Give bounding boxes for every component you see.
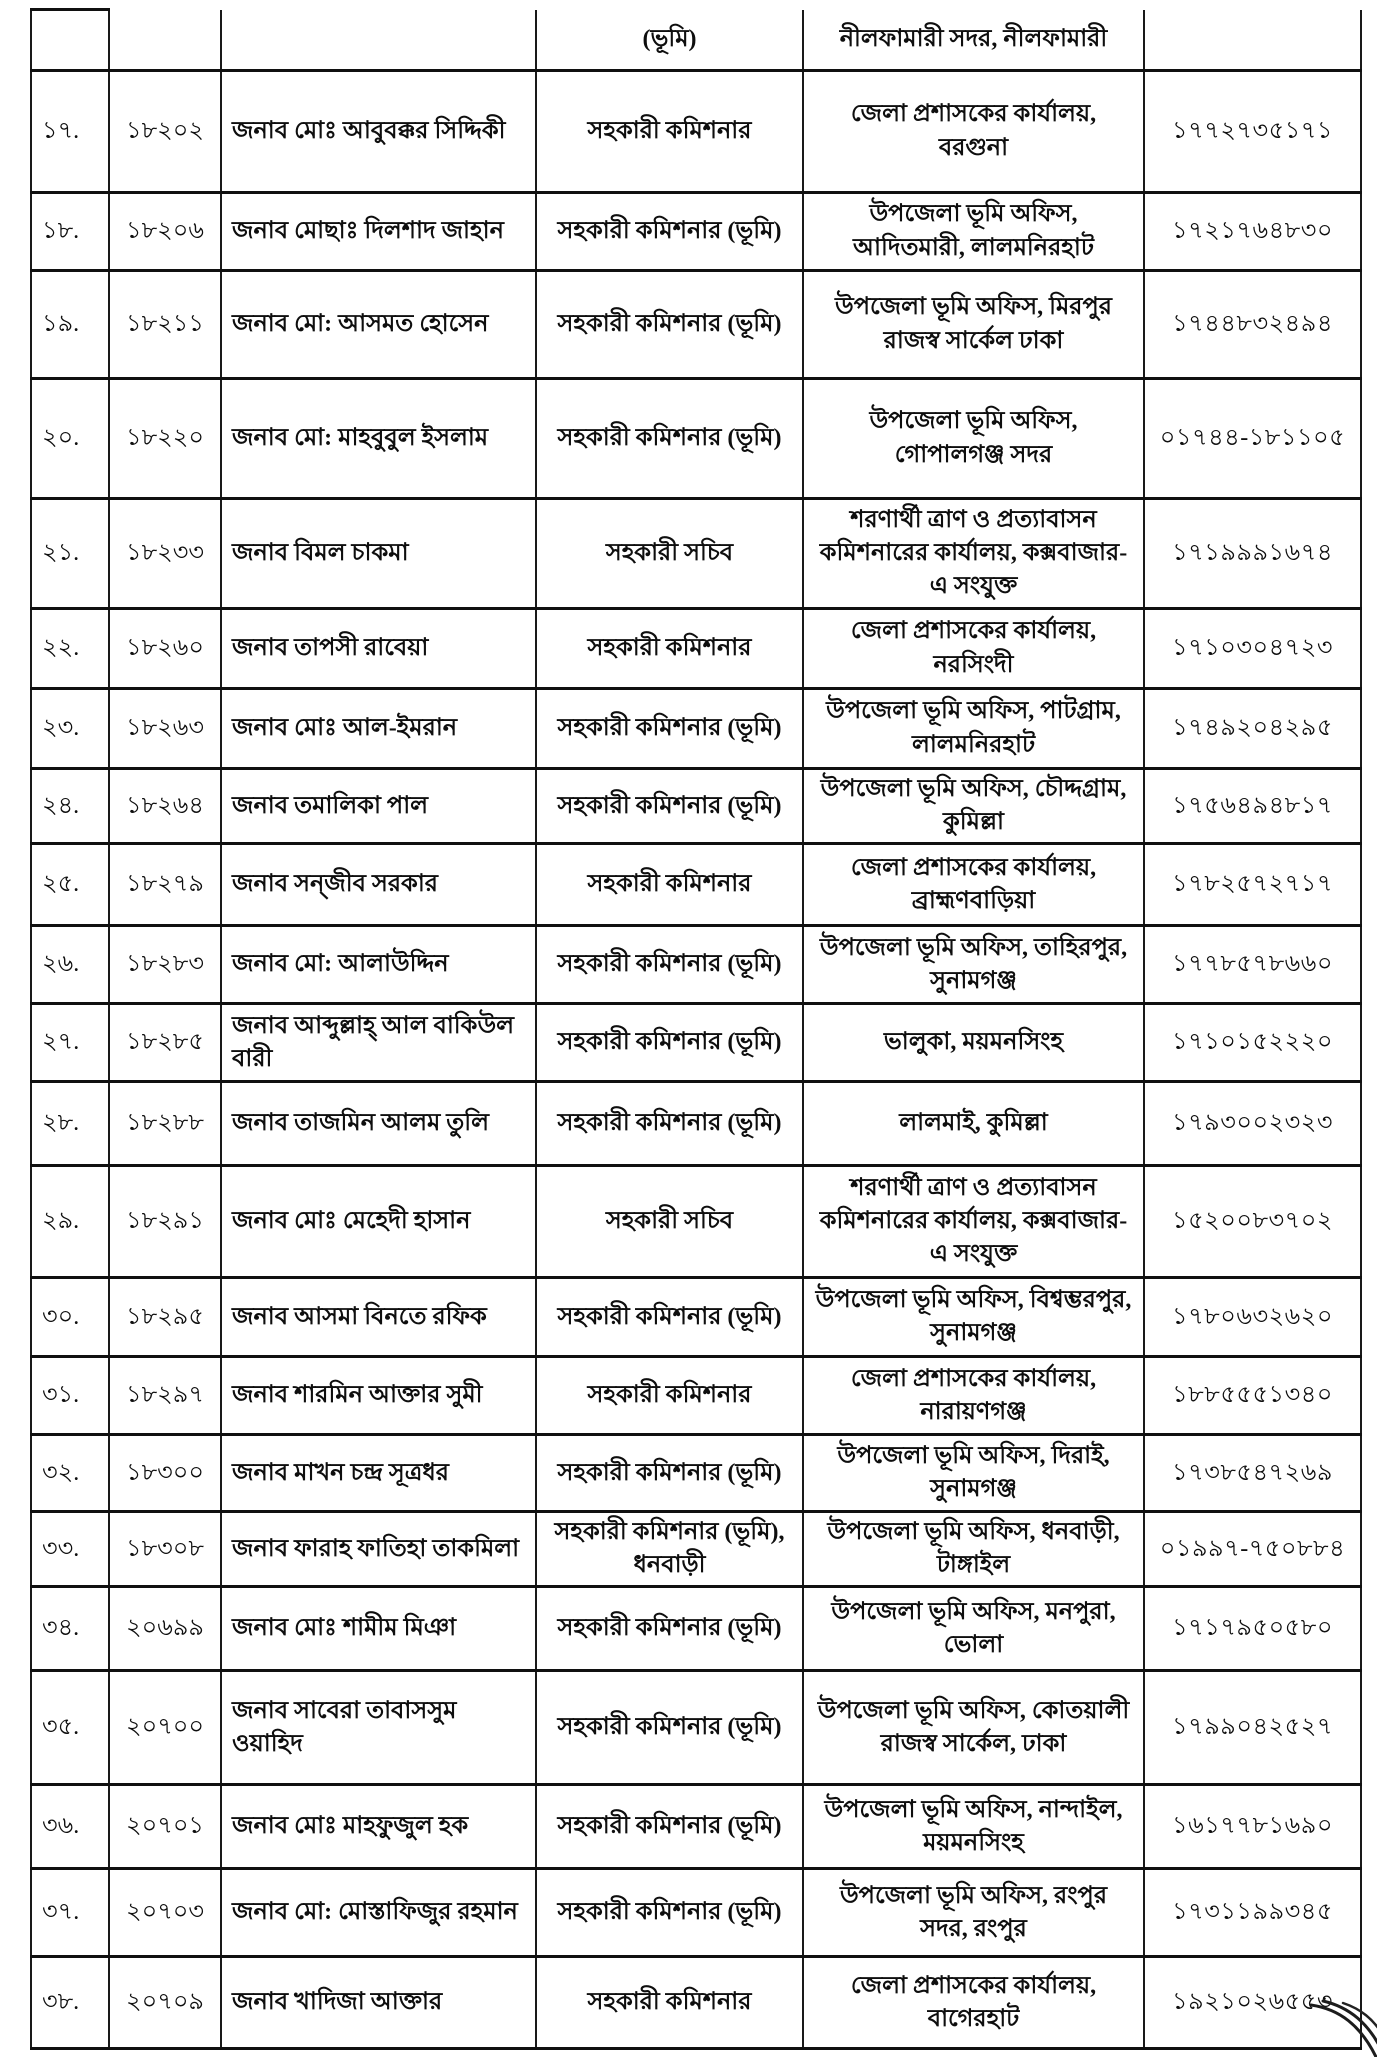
- id-cell: ২০৭০৯: [109, 1957, 221, 2049]
- name-cell: জনাব ফারাহ ফাতিহা তাকমিলা: [221, 1512, 536, 1587]
- office-cell: উপজেলা ভূমি অফিস, বিশ্বম্ভরপুর, সুনামগঞ্জ: [803, 1278, 1144, 1357]
- office-cell: উপজেলা ভূমি অফিস, ধনবাড়ী, টাঙ্গাইল: [803, 1512, 1144, 1587]
- serial-cell: ২২.: [31, 609, 109, 689]
- name-cell: জনাব আব্দুল্লাহ্ আল বাকিউল বারী: [221, 1004, 536, 1082]
- serial-cell: ৩৪.: [31, 1587, 109, 1671]
- serial-cell: ৩৭.: [31, 1869, 109, 1957]
- serial-cell: ২৮.: [31, 1082, 109, 1166]
- name-cell: জনাব মো: মোস্তাফিজুর রহমান: [221, 1869, 536, 1957]
- office-cell: জেলা প্রশাসকের কার্যালয়, নরসিংদী: [803, 609, 1144, 689]
- serial-cell: ২৭.: [31, 1004, 109, 1082]
- table-row: [31, 193, 1361, 271]
- table-row: [31, 769, 1361, 844]
- table-row: [31, 1082, 1361, 1166]
- serial-cell: [31, 10, 109, 71]
- phone-cell: ০১৯৯৭-৭৫০৮৮৪: [1144, 1512, 1361, 1587]
- office-cell: শরণার্থী ত্রাণ ও প্রত্যাবাসন কমিশনারের কার্যালয়, কক্সবাজার-এ সংযুক্ত: [803, 499, 1144, 609]
- id-cell: ২০৭০১: [109, 1785, 221, 1869]
- name-cell: জনাব তাপসী রাবেয়া: [221, 609, 536, 689]
- office-cell: শরণার্থী ত্রাণ ও প্রত্যাবাসন কমিশনারের কার্যালয়, কক্সবাজার-এ সংযুক্ত: [803, 1166, 1144, 1278]
- phone-cell: ১৭২১৭৬৪৮৩০: [1144, 193, 1361, 271]
- name-cell: জনাব আসমা বিনতে রফিক: [221, 1278, 536, 1357]
- designation-cell: সহকারী সচিব: [536, 499, 803, 609]
- office-cell: জেলা প্রশাসকের কার্যালয়, বরগুনা: [803, 71, 1144, 193]
- phone-cell: ১৯২১০২৬৫৫৩: [1144, 1957, 1361, 2049]
- office-cell: জেলা প্রশাসকের কার্যালয়, নারায়ণগঞ্জ: [803, 1357, 1144, 1435]
- table-row: [31, 1166, 1361, 1278]
- designation-cell: সহকারী কমিশনার (ভূমি): [536, 1004, 803, 1082]
- officer-list-table: [30, 8, 1362, 2050]
- name-cell: জনাব বিমল চাকমা: [221, 499, 536, 609]
- phone-cell: ১৭৪৪৮৩২৪৯৪: [1144, 271, 1361, 379]
- designation-cell: সহকারী কমিশনার (ভূমি), ধনবাড়ী: [536, 1512, 803, 1587]
- table-row: [31, 1278, 1361, 1357]
- designation-cell: সহকারী কমিশনার (ভূমি): [536, 769, 803, 844]
- office-cell: উপজেলা ভূমি অফিস, তাহিরপুর, সুনামগঞ্জ: [803, 926, 1144, 1004]
- office-cell: উপজেলা ভূমি অফিস, মিরপুর রাজস্ব সার্কেল ঢাকা: [803, 271, 1144, 379]
- phone-cell: ১৭৮২৫৭২৭১৭: [1144, 844, 1361, 926]
- designation-cell: সহকারী কমিশনার (ভূমি): [536, 1435, 803, 1512]
- id-cell: ১৮২২০: [109, 379, 221, 499]
- serial-cell: ২০.: [31, 379, 109, 499]
- table-row: [31, 1957, 1361, 2049]
- serial-cell: ৩৮.: [31, 1957, 109, 2049]
- id-cell: ১৮২৩৩: [109, 499, 221, 609]
- name-cell: জনাব মাখন চন্দ্র সূত্রধর: [221, 1435, 536, 1512]
- designation-cell: সহকারী কমিশনার (ভূমি): [536, 1587, 803, 1671]
- table-row: [31, 1357, 1361, 1435]
- phone-cell: ১৭৭৮৫৭৮৬৬০: [1144, 926, 1361, 1004]
- id-cell: ১৮২৬৩: [109, 689, 221, 769]
- office-cell: লালমাই, কুমিল্লা: [803, 1082, 1144, 1166]
- name-cell: জনাব সন্‌জীব সরকার: [221, 844, 536, 926]
- name-cell: জনাব তমালিকা পাল: [221, 769, 536, 844]
- designation-cell: সহকারী কমিশনার: [536, 609, 803, 689]
- designation-cell: সহকারী কমিশনার (ভূমি): [536, 689, 803, 769]
- id-cell: ১৮২০২: [109, 71, 221, 193]
- designation-cell: সহকারী কমিশনার (ভূমি): [536, 1278, 803, 1357]
- phone-cell: ১৮৮৫৫৫১৩৪০: [1144, 1357, 1361, 1435]
- serial-cell: ৩৬.: [31, 1785, 109, 1869]
- designation-cell: সহকারী কমিশনার (ভূমি): [536, 1671, 803, 1785]
- id-cell: ২০৭০০: [109, 1671, 221, 1785]
- table-row: [31, 499, 1361, 609]
- serial-cell: ৩৩.: [31, 1512, 109, 1587]
- id-cell: ১৮২৬০: [109, 609, 221, 689]
- office-cell: উপজেলা ভূমি অফিস, পাটগ্রাম, লালমনিরহাট: [803, 689, 1144, 769]
- table-row: [31, 689, 1361, 769]
- name-cell: জনাব মোঃ আবুবক্কর সিদ্দিকী: [221, 71, 536, 193]
- name-cell: জনাব মো: আলাউদ্দিন: [221, 926, 536, 1004]
- table-row-carryover: [31, 10, 1361, 71]
- phone-cell: ১৭৩৮৫৪৭২৬৯: [1144, 1435, 1361, 1512]
- table-row: [31, 1869, 1361, 1957]
- designation-cell: সহকারী সচিব: [536, 1166, 803, 1278]
- phone-cell: ১৭৯৩০০২৩২৩: [1144, 1082, 1361, 1166]
- name-cell: জনাব মোছাঃ দিলশাদ জাহান: [221, 193, 536, 271]
- designation-cell: সহকারী কমিশনার (ভূমি): [536, 1785, 803, 1869]
- office-cell: উপজেলা ভূমি অফিস, আদিতমারী, লালমনিরহাট: [803, 193, 1144, 271]
- phone-cell: ১৭৯৯০৪২৫২৭: [1144, 1671, 1361, 1785]
- id-cell: ২০৬৯৯: [109, 1587, 221, 1671]
- designation-cell: সহকারী কমিশনার (ভূমি): [536, 193, 803, 271]
- serial-cell: ১৯.: [31, 271, 109, 379]
- table-row: [31, 1671, 1361, 1785]
- serial-cell: ৩১.: [31, 1357, 109, 1435]
- designation-cell: সহকারী কমিশনার (ভূমি): [536, 271, 803, 379]
- id-cell: ১৮২৭৯: [109, 844, 221, 926]
- name-cell: জনাব শারমিন আক্তার সুমী: [221, 1357, 536, 1435]
- name-cell: জনাব মোঃ শামীম মিঞা: [221, 1587, 536, 1671]
- office-cell: ভালুকা, ময়মনসিংহ: [803, 1004, 1144, 1082]
- phone-cell: ১৭৮০৬৩২৬২০: [1144, 1278, 1361, 1357]
- office-cell: জেলা প্রশাসকের কার্যালয়, বাগেরহাট: [803, 1957, 1144, 2049]
- serial-cell: ২৪.: [31, 769, 109, 844]
- phone-cell: ১৬১৭৭৮১৬৯০: [1144, 1785, 1361, 1869]
- officer-table-body: [31, 10, 1361, 2049]
- phone-cell: ১৭৪৯২০৪২৯৫: [1144, 689, 1361, 769]
- table-row: [31, 1587, 1361, 1671]
- office-cell: উপজেলা ভূমি অফিস, দিরাই, সুনামগঞ্জ: [803, 1435, 1144, 1512]
- office-cell: জেলা প্রশাসকের কার্যালয়, ব্রাহ্মণবাড়িয়া: [803, 844, 1144, 926]
- phone-cell: ১৭১৯৯৯১৬৭৪: [1144, 499, 1361, 609]
- phone-cell: ১৭৫৬৪৯৪৮১৭: [1144, 769, 1361, 844]
- serial-cell: ২৫.: [31, 844, 109, 926]
- office-cell: উপজেলা ভূমি অফিস, রংপুর সদর, রংপুর: [803, 1869, 1144, 1957]
- office-cell: উপজেলা ভূমি অফিস, চৌদ্দগ্রাম, কুমিল্লা: [803, 769, 1144, 844]
- id-cell: ১৮২৯৫: [109, 1278, 221, 1357]
- serial-cell: ২৯.: [31, 1166, 109, 1278]
- name-cell: জনাব মো: মাহবুবুল ইসলাম: [221, 379, 536, 499]
- id-cell: ১৮২৮৮: [109, 1082, 221, 1166]
- designation-cell: সহকারী কমিশনার (ভূমি): [536, 1082, 803, 1166]
- serial-cell: ৩২.: [31, 1435, 109, 1512]
- table-row: [31, 379, 1361, 499]
- id-cell: ২০৭০৩: [109, 1869, 221, 1957]
- name-cell: জনাব তাজমিন আলম তুলি: [221, 1082, 536, 1166]
- id-cell: ১৮২০৬: [109, 193, 221, 271]
- phone-cell: ১৭১৭৯৫০৫৮০: [1144, 1587, 1361, 1671]
- office-cell: উপজেলা ভূমি অফিস, গোপালগঞ্জ সদর: [803, 379, 1144, 499]
- id-cell: ১৮২৮৫: [109, 1004, 221, 1082]
- table-row: [31, 844, 1361, 926]
- phone-cell: ১৭১০৩০৪৭২৩: [1144, 609, 1361, 689]
- designation-cell: সহকারী কমিশনার (ভূমি): [536, 926, 803, 1004]
- serial-cell: ১৮.: [31, 193, 109, 271]
- designation-cell: সহকারী কমিশনার: [536, 1957, 803, 2049]
- designation-cell: সহকারী কমিশনার (ভূমি): [536, 379, 803, 499]
- office-cell: উপজেলা ভূমি অফিস, নান্দাইল, ময়মনসিংহ: [803, 1785, 1144, 1869]
- id-cell: ১৮২৯৭: [109, 1357, 221, 1435]
- name-cell: জনাব মোঃ মেহেদী হাসান: [221, 1166, 536, 1278]
- id-cell: [109, 10, 221, 71]
- table-row: [31, 609, 1361, 689]
- phone-cell: [1144, 10, 1361, 71]
- phone-cell: ১৭১০১৫২২২০: [1144, 1004, 1361, 1082]
- serial-cell: ২৬.: [31, 926, 109, 1004]
- designation-cell: সহকারী কমিশনার (ভূমি): [536, 1869, 803, 1957]
- name-cell: [221, 10, 536, 71]
- pen-stroke-arcs-icon: [1273, 1991, 1377, 2057]
- table-row: [31, 1785, 1361, 1869]
- serial-cell: ৩৫.: [31, 1671, 109, 1785]
- serial-cell: ৩০.: [31, 1278, 109, 1357]
- serial-cell: ২৩.: [31, 689, 109, 769]
- name-cell: জনাব মোঃ আল-ইমরান: [221, 689, 536, 769]
- table-row: [31, 1004, 1361, 1082]
- table-row: [31, 1435, 1361, 1512]
- designation-cell: সহকারী কমিশনার: [536, 71, 803, 193]
- phone-cell: ১৭৩১১৯৯৩৪৫: [1144, 1869, 1361, 1957]
- serial-cell: ১৭.: [31, 71, 109, 193]
- id-cell: ১৮২১১: [109, 271, 221, 379]
- phone-cell: ০১৭৪৪-১৮১১০৫: [1144, 379, 1361, 499]
- name-cell: জনাব মোঃ মাহফুজুল হক: [221, 1785, 536, 1869]
- table-row: [31, 926, 1361, 1004]
- id-cell: ১৮৩০৮: [109, 1512, 221, 1587]
- name-cell: জনাব মো: আসমত হোসেন: [221, 271, 536, 379]
- table-row: [31, 271, 1361, 379]
- office-cell: নীলফামারী সদর, নীলফামারী: [803, 10, 1144, 71]
- table-row: [31, 1512, 1361, 1587]
- id-cell: ১৮২৮৩: [109, 926, 221, 1004]
- id-cell: ১৮২৯১: [109, 1166, 221, 1278]
- table-row: [31, 71, 1361, 193]
- office-cell: উপজেলা ভূমি অফিস, কোতয়ালী রাজস্ব সার্কেল, ঢাকা: [803, 1671, 1144, 1785]
- designation-cell: (ভূমি): [536, 10, 803, 71]
- serial-cell: ২১.: [31, 499, 109, 609]
- name-cell: জনাব সাবেরা তাবাসসুম ওয়াহিদ: [221, 1671, 536, 1785]
- office-cell: উপজেলা ভূমি অফিস, মনপুরা, ভোলা: [803, 1587, 1144, 1671]
- phone-cell: ১৫২০০৮৩৭০২: [1144, 1166, 1361, 1278]
- id-cell: ১৮২৬৪: [109, 769, 221, 844]
- name-cell: জনাব খাদিজা আক্তার: [221, 1957, 536, 2049]
- designation-cell: সহকারী কমিশনার: [536, 1357, 803, 1435]
- designation-cell: সহকারী কমিশনার: [536, 844, 803, 926]
- phone-cell: ১৭৭২৭৩৫১৭১: [1144, 71, 1361, 193]
- id-cell: ১৮৩০০: [109, 1435, 221, 1512]
